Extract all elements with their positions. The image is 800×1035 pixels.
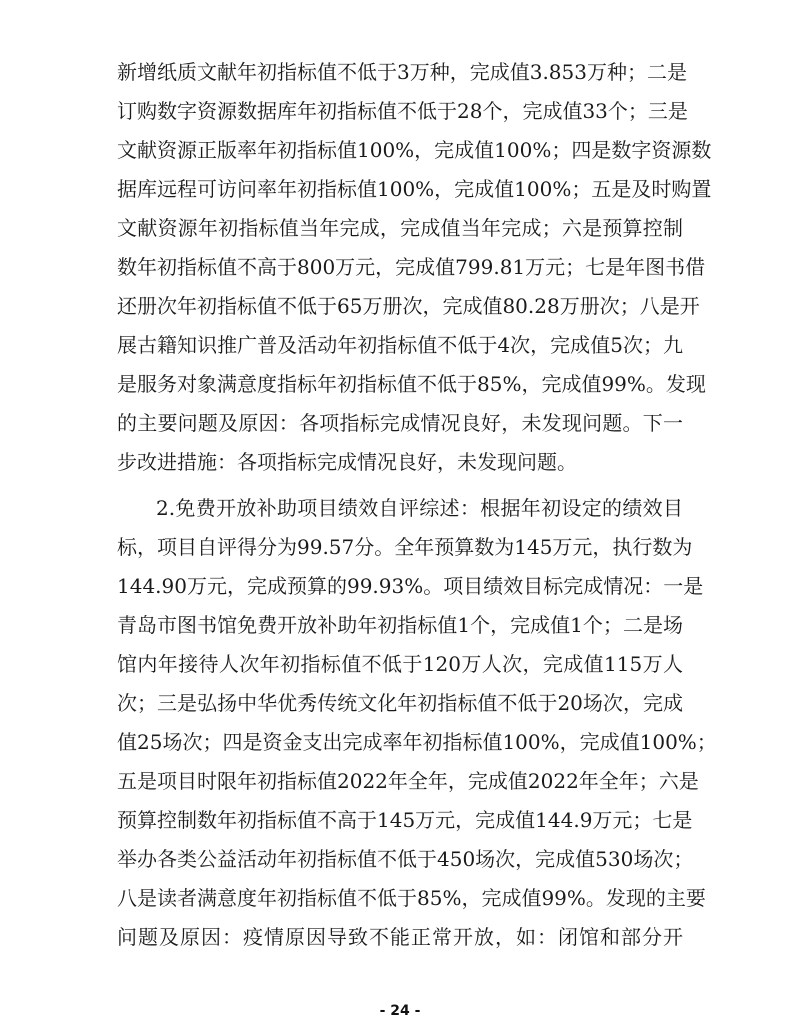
text-line: 八是读者满意度年初指标值不低于85%，完成值99%。发现的主要: [117, 886, 706, 910]
text-line: 文献资源正版率年初指标值100%，完成值100%；四是数字资源数: [117, 138, 712, 162]
text-line: 的主要问题及原因：各项指标完成情况良好，未发现问题。下一: [117, 411, 683, 435]
text-line: 问题及原因：疫情原因导致不能正常开放，如：闭馆和部分开: [117, 925, 683, 949]
text-line: 订购数字资源数据库年初指标值不低于28个，完成值33个；三是: [117, 99, 688, 123]
text-line: 展古籍知识推广普及活动年初指标值不低于4次，完成值5次；九: [117, 333, 683, 357]
text-line: 据库远程可访问率年初指标值100%，完成值100%；五是及时购置: [117, 177, 712, 201]
text-line: 数年初指标值不高于800万元，完成值799.81万元；七是年图书借: [117, 255, 706, 279]
text-line: 预算控制数年初指标值不高于145万元，完成值144.9万元；七是: [117, 808, 693, 832]
text-line: 还册次年初指标值不低于65万册次，完成值80.28万册次；八是开: [117, 294, 700, 318]
text-line: 新增纸质文献年初指标值不低于3万种，完成值3.853万种；二是: [117, 60, 687, 84]
page-number: - 24 -: [379, 1003, 421, 1019]
text-line: 五是项目时限年初指标值2022年全年，完成值2022年全年；六是: [117, 769, 699, 793]
text-line: 是服务对象满意度指标年初指标值不低于85%，完成值99%。发现: [117, 372, 706, 396]
text-line: 144.90万元，完成预算的99.93%。项目绩效目标完成情况：一是: [117, 574, 704, 598]
text-line: 次；三是弘扬中华优秀传统文化年初指标值不低于20场次，完成: [117, 691, 683, 715]
text-line: 举办各类公益活动年初指标值不低于450场次，完成值530场次；: [117, 847, 694, 871]
text-line: 值25场次；四是资金支出完成率年初指标值100%，完成值100%；: [117, 730, 717, 754]
text-line: 步改进措施：各项指标完成情况良好，未发现问题。: [117, 450, 577, 474]
text-line: 青岛市图书馆免费开放补助年初指标值1个，完成值1个；二是场: [117, 613, 683, 637]
text-line: 馆内年接待人次年初指标值不低于120万人次，完成值115万人: [117, 652, 683, 676]
text-line: 文献资源年初指标值当年完成，完成值当年完成；六是预算控制: [117, 216, 683, 240]
text-line: 标，项目自评得分为99.57分。全年预算数为145万元，执行数为: [117, 535, 693, 559]
paragraph-first-line: 2.免费开放补助项目绩效自评综述：根据年初设定的绩效目: [156, 496, 683, 520]
